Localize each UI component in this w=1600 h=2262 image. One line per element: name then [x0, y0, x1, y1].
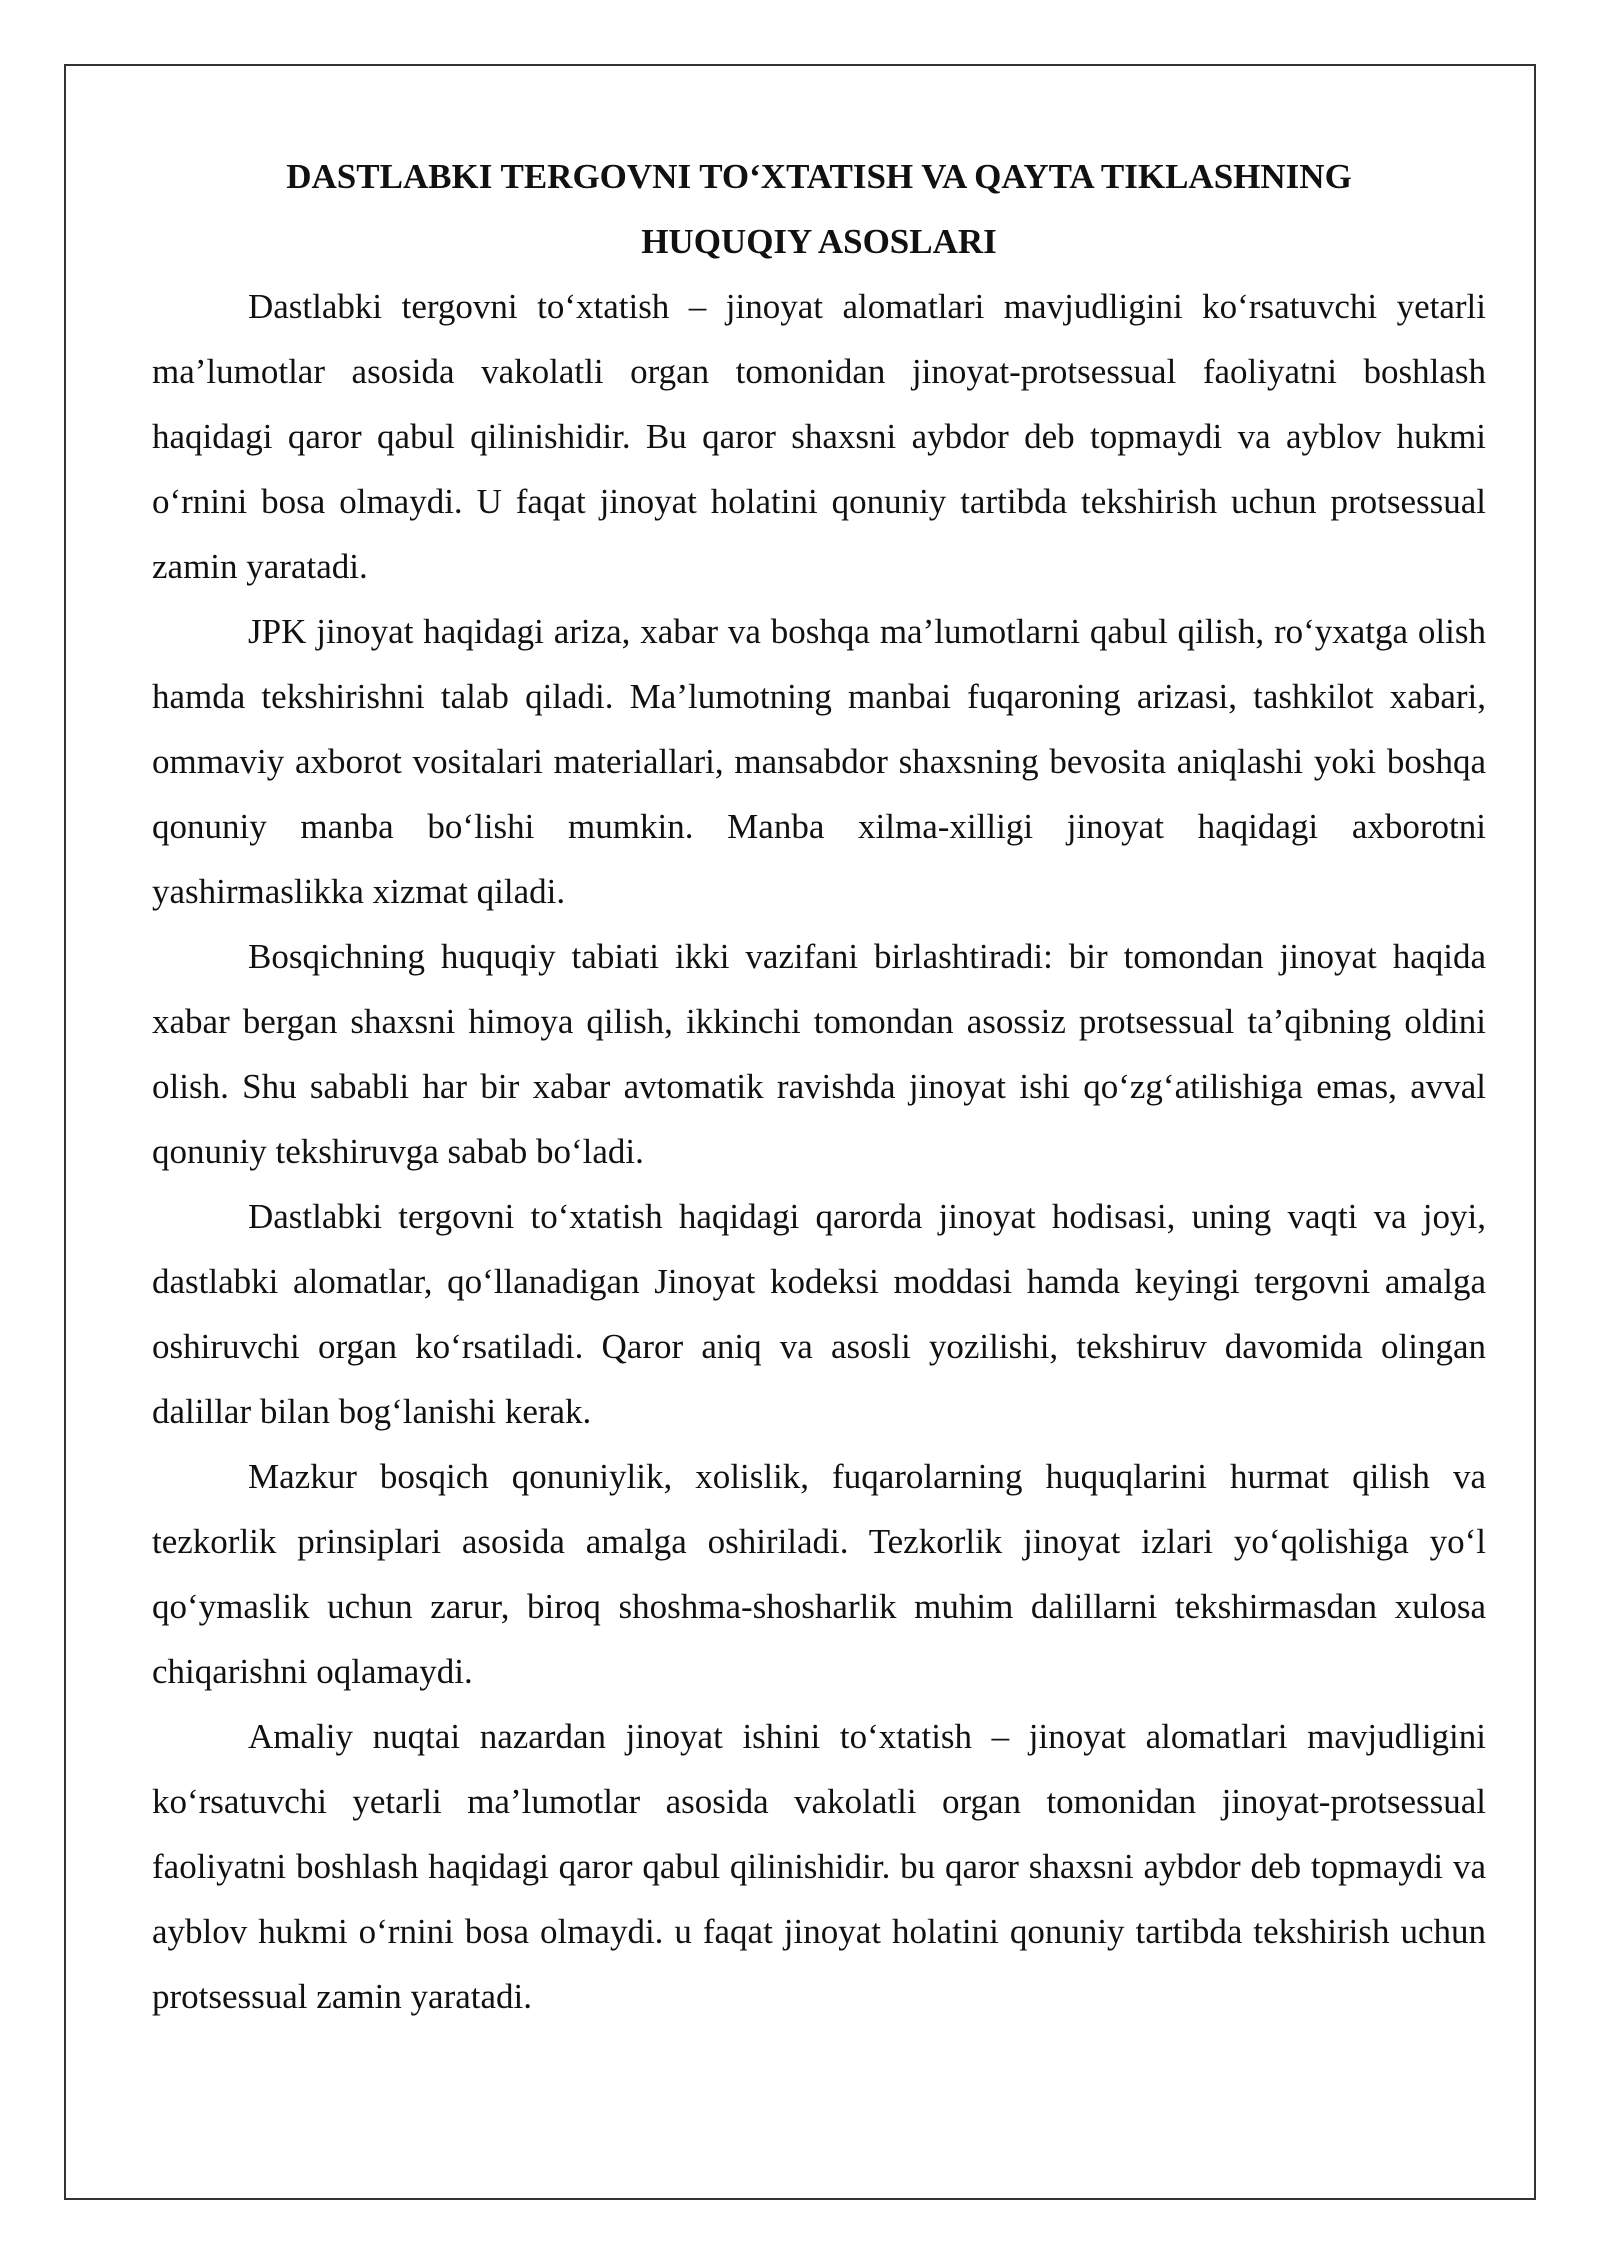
- paragraph-1: Dastlabki tergovni to‘xtatish – jinoyat alomatlari mavjudligini ko‘rsatuvchi yetarli ma’lumotlar asosida vakolatli organ tomonidan jinoyat-protsessual faoliyatni boshlash haqidagi qaror qabul qilinishidir. Bu qaror shaxsni aybdor deb topmaydi va ayblov hukmi o‘rnini bosa olmaydi. U faqat jinoyat holatini qonuniy tartibda tekshirish uchun protsessual zamin yaratadi.: [152, 287, 1486, 586]
- document-body: [152, 144, 1486, 2029]
- paragraph-6: Amaliy nuqtai nazardan jinoyat ishini to‘xtatish – jinoyat alomatlari mavjudligini ko‘rsatuvchi yetarli ma’lumotlar asosida vakolatli organ tomonidan jinoyat-protsessual faoliyatni boshlash haqidagi qaror qabul qilinishidir. bu qaror shaxsni aybdor deb topmaydi va ayblov hukmi o‘rnini bosa olmaydi. u faqat jinoyat holatini qonuniy tartibda tekshirish uchun protsessual zamin yaratadi.: [152, 1717, 1486, 2016]
- paragraph-4: Dastlabki tergovni to‘xtatish haqidagi qarorda jinoyat hodisasi, uning vaqti va joyi, dastlabki alomatlar, qo‘llanadigan Jinoyat kodeksi moddasi hamda keyingi tergovni amalga oshiruvchi organ ko‘rsatiladi. Qaror aniq va asosli yozilishi, tekshiruv davomida olingan dalillar bilan bog‘lanishi kerak.: [152, 1197, 1486, 1431]
- paragraph-3: Bosqichning huquqiy tabiati ikki vazifani birlashtiradi: bir tomondan jinoyat haqida xabar bergan shaxsni himoya qilish, ikkinchi tomondan asossiz protsessual ta’qibning oldini olish. Shu sababli har bir xabar avtomatik ravishda jinoyat ishi qo‘zg‘atilishiga emas, avval qonuniy tekshiruvga sabab bo‘ladi.: [152, 937, 1486, 1171]
- document-title-line-1: DASTLABKI TERGOVNI TO‘XTATISH VA QAYTA TIKLASHNING: [286, 157, 1352, 196]
- document-title-line-2: HUQUQIY ASOSLARI: [641, 222, 997, 261]
- document-title: [152, 144, 1486, 274]
- paragraph-2: JPK jinoyat haqidagi ariza, xabar va boshqa ma’lumotlarni qabul qilish, ro‘yxatga olish hamda tekshirishni talab qiladi. Ma’lumotning manbai fuqaroning arizasi, tashkilot xabari, ommaviy axborot vositalari materiallari, mansabdor shaxsning bevosita aniqlashi yoki boshqa qonuniy manba bo‘lishi mumkin. Manba xilma-xilligi jinoyat haqidagi axborotni yashirmaslikka xizmat qiladi.: [152, 612, 1486, 911]
- paragraph-5: Mazkur bosqich qonuniylik, xolislik, fuqarolarning huquqlarini hurmat qilish va tezkorlik prinsiplari asosida amalga oshiriladi. Tezkorlik jinoyat izlari yo‘qolishiga yo‘l qo‘ymaslik uchun zarur, biroq shoshma-shosharlik muhim dalillarni tekshirmasdan xulosa chiqarishni oqlamaydi.: [152, 1457, 1486, 1691]
